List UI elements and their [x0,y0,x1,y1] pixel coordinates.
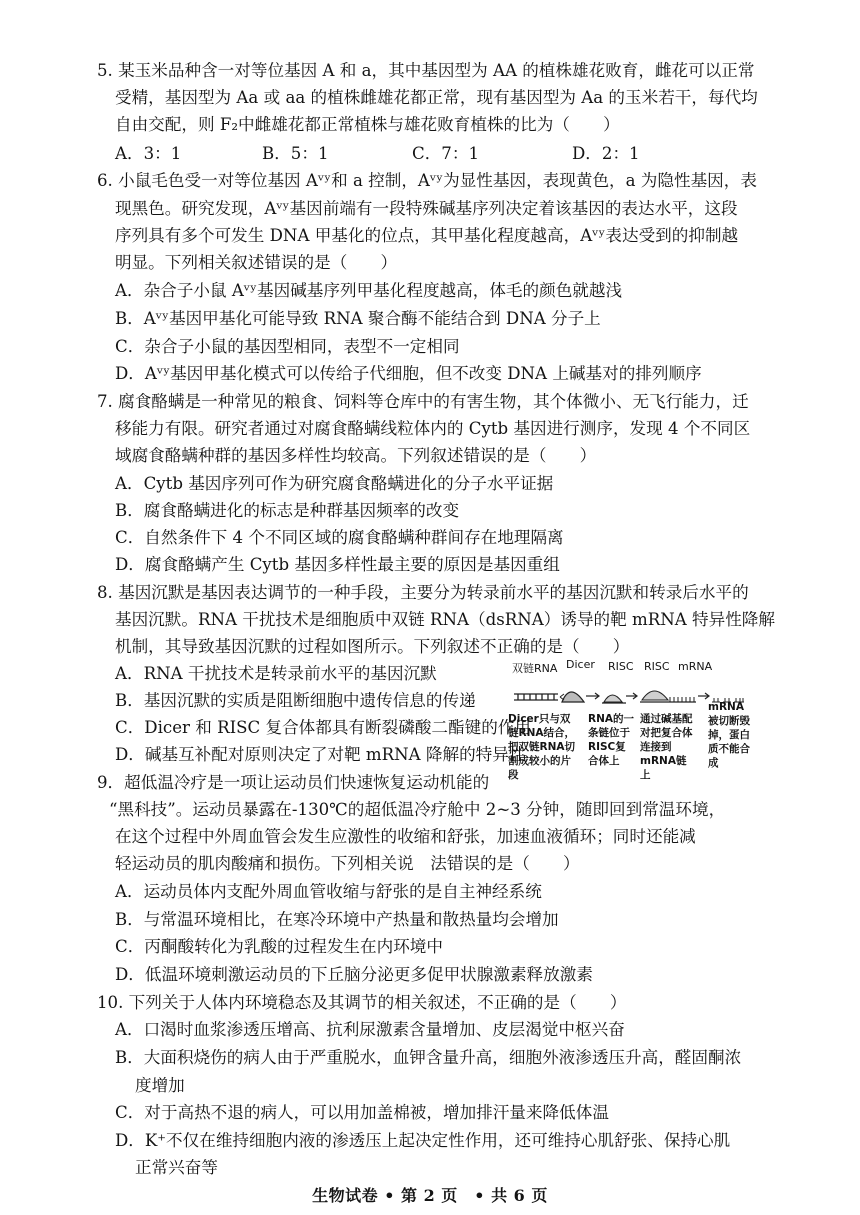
q10-line-1: 10. 下列关于人体内环境稳态及其调节的相关叙述，不正确的是（ ） [97,993,627,1012]
diagram-label-dicer: Dicer [566,658,595,671]
diagram-label-dsrna: 双链RNA [512,662,558,675]
q7-option-b: B．腐食酪螨进化的标志是种群基因频率的改变 [115,501,460,520]
q6-line-3: 序列具有多个可发生 DNA 甲基化的位点，其甲基化程度越高，Aᵛʸ表达受到的抑制越 [115,226,739,245]
q10-option-b: B．大面积烧伤的病人由于严重脱水，血钾含量升高，细胞外液渗透压升高，醛固酮浓 [115,1048,742,1067]
q5-option-b: B．5：1 [262,144,329,163]
q9-option-a: A．运动员体内支配外周血管收缩与舒张的是自主神经系统 [115,882,542,901]
q5-option-d: D．2：1 [572,144,640,163]
diagram-note-1: Dicer只与双链RNA结合，把双链RNA切割成较小的片段 [508,713,575,781]
q5-line-2: 受精，基因型为 Aa 或 aa 的植株雌雄花都正常，现有基因型为 Aa 的玉米若干，每代均 [115,88,758,107]
q6-line-4: 明显。下列相关叙述错误的是（ ） [115,253,398,272]
q6-line-1: 6. 小鼠毛色受一对等位基因 Aᵛʸ和 a 控制，Aᵛʸ为显性基因，表现黄色，a 为隐性基因，表 [97,171,757,190]
q9-line-4: 轻运动员的肌肉酸痛和损伤。下列相关说 法错误的是（ ） [115,854,580,873]
q6-option-d: D．Aᵛʸ基因甲基化模式可以传给子代细胞，但不改变 DNA 上碱基对的排列顺序 [115,364,702,383]
q6-option-c: C．杂合子小鼠的基因型相同，表型不一定相同 [115,337,460,356]
q8-option-a: A．RNA 干扰技术是转录前水平的基因沉默 [115,664,437,683]
q10-option-d-cont: 正常兴奋等 [135,1158,218,1177]
q10-option-c: C．对于高热不退的病人，可以用加盖棉被，增加排汗量来降低体温 [115,1103,609,1122]
q7-option-c: C．自然条件下 4 个不同区域的腐食酪螨种群间存在地理隔离 [115,528,564,547]
q9-line-3: 在这个过程中外周血管会发生应激性的收缩和舒张，加速血液循环；同时还能减 [115,827,696,846]
q10-option-b-cont: 度增加 [135,1076,185,1095]
q9-option-c: C．丙酮酸转化为乳酸的过程发生在内环境中 [115,937,443,956]
q5-option-a: A．3：1 [115,144,182,163]
diagram-note-2: RNA的一条链位于RISC复合体上 [588,713,634,767]
q5-line-3: 自由交配，则 F₂中雌雄花都正常植株与雄花败育植株的比为（ ） [115,115,620,134]
rnai-diagram [508,660,768,780]
q10-option-d: D．K⁺不仅在维持细胞内液的渗透压上起决定性作用，还可维持心肌舒张、保持心肌 [115,1131,731,1150]
diagram-label-mrna: mRNA [678,660,713,673]
q9-line-1: 9．超低温冷疗是一项让运动员们快速恢复运动机能的 [97,773,490,792]
q7-option-d: D．腐食酪螨产生 Cytb 基因多样性最主要的原因是基因重组 [115,555,560,574]
q8-line-1: 8. 基因沉默是基因表达调节的一种手段，主要分为转录前水平的基因沉默和转录后水平的 [97,583,749,602]
q7-line-1: 7. 腐食酪螨是一种常见的粮食、饲料等仓库中的有害生物，其个体微小、无飞行能力，迁 [97,392,749,411]
q6-option-b: B．Aᵛʸ基因甲基化可能导致 RNA 聚合酶不能结合到 DNA 分子上 [115,309,601,328]
q9-option-b: B．与常温环境相比，在寒冷环境中产热量和散热量均会增加 [115,910,559,929]
q9-line-2: “黑科技”。运动员暴露在-130℃的超低温冷疗舱中 2~3 分钟，随即回到常温环境， [109,800,726,819]
diagram-note-3: 通过碱基配对把复合体连接到mRNA链上 [640,713,693,781]
q7-line-2: 移能力有限。研究者通过对腐食酪螨线粒体内的 Cytb 基因进行测序，发现 4 个不同区 [115,419,751,438]
q8-line-2: 基因沉默。RNA 干扰技术是细胞质中双链 RNA（dsRNA）诱导的靶 mRNA 特异性降解 [115,610,775,629]
page-footer: 生物试卷 • 第 2 页 • 共 6 页 [312,1186,548,1205]
q7-option-a: A．Cytb 基因序列可作为研究腐食酪螨进化的分子水平证据 [115,474,554,493]
q8-option-b: B．基因沉默的实质是阻断细胞中遗传信息的传递 [115,691,476,710]
diagram-note-4: mRNA被切断毁掉，蛋白质不能合成 [708,701,750,769]
q8-option-c: C．Dicer 和 RISC 复合体都具有断裂磷酸二酯键的作用 [115,718,531,737]
q7-line-3: 域腐食酪螨种群的基因多样性均较高。下列叙述错误的是（ ） [115,446,597,465]
q8-line-3: 机制，其导致基因沉默的过程如图所示。下列叙述不正确的是（ ） [115,637,630,656]
q5-line-1: 5. 某玉米品种含一对等位基因 A 和 a，其中基因型为 AA 的植株雄花败育，雌花可以正常 [97,61,755,80]
q10-option-a: A．口渴时血浆渗透压增高、抗利尿激素含量增加、皮层渴觉中枢兴奋 [115,1020,625,1039]
diagram-label-risc-1: RISC [608,660,634,673]
q5-option-c: C．7：1 [412,144,479,163]
q8-option-d: D．碱基互补配对原则决定了对靶 mRNA 降解的特异性 [115,745,526,764]
q6-option-a: A．杂合子小鼠 Aᵛʸ基因碱基序列甲基化程度越高，体毛的颜色就越浅 [115,281,623,300]
q6-line-2: 现黑色。研究发现，Aᵛʸ基因前端有一段特殊碱基序列决定着该基因的表达水平，这段 [115,199,738,218]
diagram-label-risc-2: RISC [644,660,670,673]
q9-option-d: D．低温环境刺激运动员的下丘脑分泌更多促甲状腺激素释放激素 [115,965,593,984]
